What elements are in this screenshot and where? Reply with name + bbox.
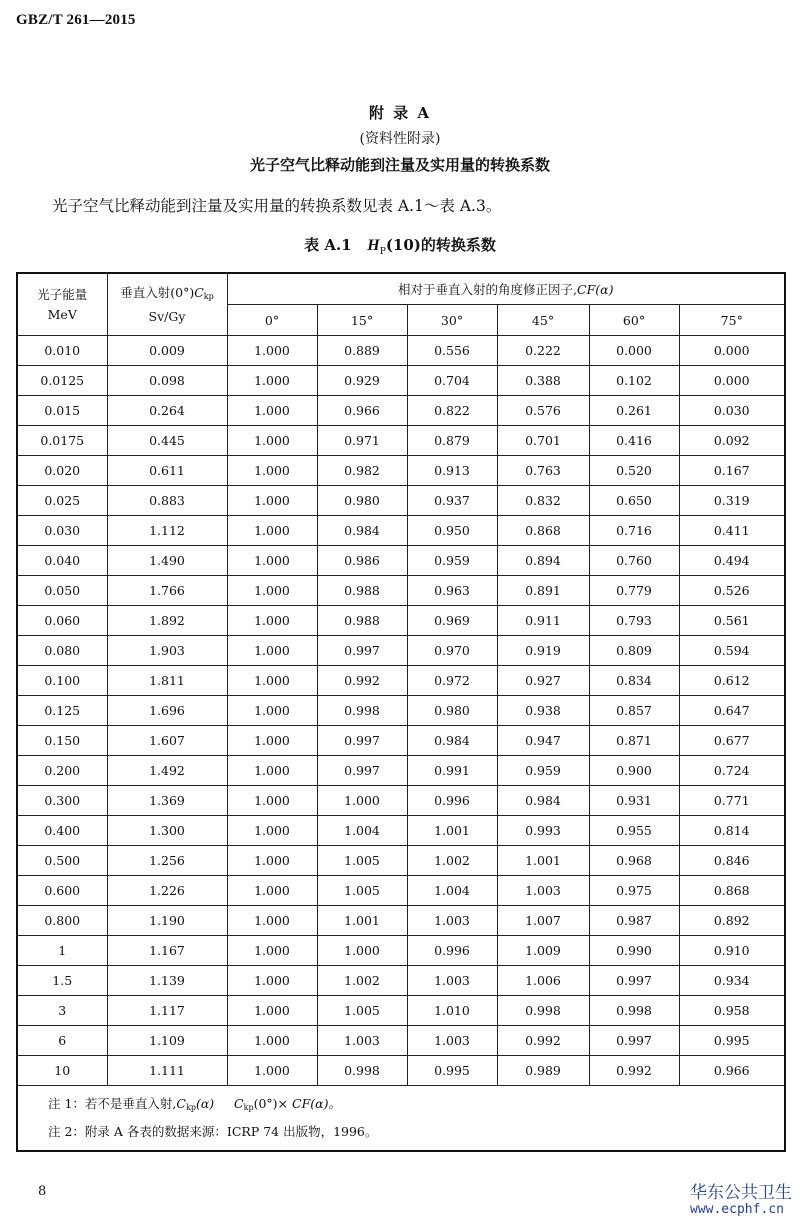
cf-cell: 0.995 — [679, 1026, 785, 1056]
cf-cell: 0.975 — [589, 876, 679, 906]
cf-cell: 1.003 — [407, 966, 497, 996]
cf-cell: 1.000 — [227, 456, 317, 486]
table-row — [17, 846, 785, 876]
cf-cell: 0.992 — [317, 666, 407, 696]
cf-cell: 1.000 — [227, 696, 317, 726]
cf-cell: 0.988 — [317, 606, 407, 636]
cf-cell: 0.222 — [497, 336, 589, 366]
cf-cell: 1.000 — [227, 516, 317, 546]
cf-cell: 0.416 — [589, 426, 679, 456]
cf-cell: 0.724 — [679, 756, 785, 786]
cf-cell: 0.997 — [317, 726, 407, 756]
cf-cell: 0.998 — [589, 996, 679, 1026]
header-angle: 60° — [589, 305, 679, 336]
watermark-url: www.ecphf.cn — [690, 1202, 784, 1217]
cf-cell: 0.892 — [679, 906, 785, 936]
energy-cell: 0.015 — [17, 396, 107, 426]
ckp-cell: 1.490 — [107, 546, 227, 576]
cf-cell: 1.000 — [227, 786, 317, 816]
header-angle: 75° — [679, 305, 785, 336]
header-angle: 30° — [407, 305, 497, 336]
cf-cell: 0.910 — [679, 936, 785, 966]
cf-cell: 0.963 — [407, 576, 497, 606]
ckp-cell: 1.190 — [107, 906, 227, 936]
table-row — [17, 816, 785, 846]
cf-cell: 1.006 — [497, 966, 589, 996]
cf-cell: 1.003 — [407, 1026, 497, 1056]
cf-cell: 0.832 — [497, 486, 589, 516]
energy-cell: 1.5 — [17, 966, 107, 996]
header-energy-unit: MeV — [47, 306, 77, 322]
appendix-type: (资料性附录) — [359, 131, 441, 147]
cf-cell: 1.002 — [317, 966, 407, 996]
ckp-cell: 1.167 — [107, 936, 227, 966]
cf-cell: 0.779 — [589, 576, 679, 606]
energy-cell: 3 — [17, 996, 107, 1026]
conversion-table — [16, 272, 786, 1152]
table-row — [17, 936, 785, 966]
ckp-cell: 1.369 — [107, 786, 227, 816]
table-row — [17, 426, 785, 456]
cf-cell: 0.919 — [497, 636, 589, 666]
energy-cell: 0.150 — [17, 726, 107, 756]
ckp-cell: 1.766 — [107, 576, 227, 606]
table-row — [17, 486, 785, 516]
table-row — [17, 516, 785, 546]
table-caption-symbol: H — [367, 237, 380, 254]
cf-cell: 0.561 — [679, 606, 785, 636]
ckp-cell: 1.112 — [107, 516, 227, 546]
table-row — [17, 696, 785, 726]
page-number: 8 — [38, 1184, 47, 1199]
cf-cell: 1.000 — [227, 336, 317, 366]
cf-cell: 0.997 — [317, 636, 407, 666]
cf-cell: 1.000 — [227, 396, 317, 426]
energy-cell: 0.500 — [17, 846, 107, 876]
cf-cell: 0.167 — [679, 456, 785, 486]
table-row — [17, 1026, 785, 1056]
cf-cell: 0.947 — [497, 726, 589, 756]
cf-cell: 0.894 — [497, 546, 589, 576]
ckp-cell: 1.492 — [107, 756, 227, 786]
cf-cell: 0.970 — [407, 636, 497, 666]
cf-cell: 0.650 — [589, 486, 679, 516]
header-cf-group: 相对于垂直入射的角度修正因子,CF(α) — [227, 273, 785, 305]
cf-cell: 0.988 — [317, 576, 407, 606]
standard-code: GBZ/T 261—2015 — [16, 12, 136, 28]
ckp-cell: 1.117 — [107, 996, 227, 1026]
ckp-cell: 0.445 — [107, 426, 227, 456]
ckp-cell: 1.300 — [107, 816, 227, 846]
cf-cell: 0.982 — [317, 456, 407, 486]
cf-cell: 0.969 — [407, 606, 497, 636]
energy-cell: 0.050 — [17, 576, 107, 606]
ckp-cell: 0.883 — [107, 486, 227, 516]
table-row — [17, 786, 785, 816]
cf-cell: 1.000 — [227, 996, 317, 1026]
note-1: 注 1：若不是垂直入射$,C_{kp}(\alpha)$ $C_{kp}(0^\circ)\times CF(\alpha)$。 — [48, 1096, 341, 1112]
cf-cell: 0.937 — [407, 486, 497, 516]
cf-cell: 0.834 — [589, 666, 679, 696]
ckp-cell: 1.256 — [107, 846, 227, 876]
cf-cell: 0.966 — [679, 1056, 785, 1086]
cf-cell: 1.000 — [227, 876, 317, 906]
cf-cell: 1.000 — [227, 906, 317, 936]
cf-cell: 1.000 — [317, 786, 407, 816]
cf-cell: 0.494 — [679, 546, 785, 576]
cf-cell: 1.000 — [227, 1056, 317, 1086]
ckp-cell: 0.098 — [107, 366, 227, 396]
table-row — [17, 756, 785, 786]
cf-cell: 0.993 — [497, 816, 589, 846]
energy-cell: 1 — [17, 936, 107, 966]
cf-cell: 0.931 — [589, 786, 679, 816]
cf-cell: 0.996 — [407, 786, 497, 816]
table-caption-prefix: 表 A.1 — [304, 236, 352, 254]
cf-cell: 0.677 — [679, 726, 785, 756]
cf-cell: 1.000 — [227, 726, 317, 756]
cf-cell: 1.001 — [407, 816, 497, 846]
table-row — [17, 636, 785, 666]
cf-cell: 0.959 — [407, 546, 497, 576]
cf-cell: 0.998 — [317, 1056, 407, 1086]
cf-cell: 1.000 — [227, 936, 317, 966]
cf-cell: 1.009 — [497, 936, 589, 966]
cf-cell: 0.716 — [589, 516, 679, 546]
cf-cell: 0.992 — [497, 1026, 589, 1056]
header-angle: 0° — [227, 305, 317, 336]
cf-cell: 0.984 — [317, 516, 407, 546]
ckp-cell: 0.611 — [107, 456, 227, 486]
header-angle: 15° — [317, 305, 407, 336]
cf-cell: 0.092 — [679, 426, 785, 456]
cf-cell: 1.004 — [317, 816, 407, 846]
cf-cell: 1.001 — [317, 906, 407, 936]
cf-cell: 1.000 — [227, 486, 317, 516]
energy-cell: 0.010 — [17, 336, 107, 366]
cf-cell: 0.972 — [407, 666, 497, 696]
cf-cell: 0.992 — [589, 1056, 679, 1086]
cf-cell: 0.000 — [679, 366, 785, 396]
cf-cell: 0.998 — [317, 696, 407, 726]
note-2: 注 2：附录 A 各表的数据来源：ICRP 74 出版物，1996。 — [48, 1124, 378, 1139]
cf-cell: 1.000 — [227, 366, 317, 396]
cf-cell: 0.891 — [497, 576, 589, 606]
cf-cell: 0.388 — [497, 366, 589, 396]
header-ckp-unit: Sv/Gy — [148, 308, 186, 324]
cf-cell: 1.001 — [497, 846, 589, 876]
table-row — [17, 966, 785, 996]
appendix-title: 附 录 A — [368, 104, 432, 122]
energy-cell: 0.0125 — [17, 366, 107, 396]
cf-cell: 0.612 — [679, 666, 785, 696]
table-row — [17, 606, 785, 636]
ckp-cell: 1.811 — [107, 666, 227, 696]
cf-cell: 0.929 — [317, 366, 407, 396]
table-notes — [17, 1086, 785, 1152]
table-caption-subscript: P — [379, 247, 386, 257]
energy-cell: 0.100 — [17, 666, 107, 696]
cf-cell: 0.771 — [679, 786, 785, 816]
cf-cell: 0.950 — [407, 516, 497, 546]
energy-cell: 0.080 — [17, 636, 107, 666]
cf-cell: 0.701 — [497, 426, 589, 456]
ckp-cell: 0.009 — [107, 336, 227, 366]
cf-cell: 0.763 — [497, 456, 589, 486]
cf-cell: 0.997 — [589, 1026, 679, 1056]
table-row — [17, 396, 785, 426]
cf-cell: 1.000 — [227, 756, 317, 786]
cf-cell: 0.809 — [589, 636, 679, 666]
cf-cell: 1.002 — [407, 846, 497, 876]
cf-cell: 0.879 — [407, 426, 497, 456]
cf-cell: 1.000 — [227, 426, 317, 456]
cf-cell: 1.000 — [227, 576, 317, 606]
table-row — [17, 876, 785, 906]
cf-cell: 1.005 — [317, 846, 407, 876]
cf-cell: 1.007 — [497, 906, 589, 936]
energy-cell: 10 — [17, 1056, 107, 1086]
cf-cell: 0.871 — [589, 726, 679, 756]
cf-cell: 1.000 — [227, 1026, 317, 1056]
cf-cell: 0.991 — [407, 756, 497, 786]
ckp-cell: 1.696 — [107, 696, 227, 726]
energy-cell: 0.800 — [17, 906, 107, 936]
cf-cell: 0.998 — [497, 996, 589, 1026]
cf-cell: 0.990 — [589, 936, 679, 966]
cf-cell: 0.996 — [407, 936, 497, 966]
cf-cell: 0.984 — [407, 726, 497, 756]
header-angle: 45° — [497, 305, 589, 336]
cf-cell: 1.000 — [227, 816, 317, 846]
cf-cell: 0.319 — [679, 486, 785, 516]
appendix-heading: 光子空气比释动能到注量及实用量的转换系数 — [249, 156, 550, 174]
cf-cell: 0.411 — [679, 516, 785, 546]
cf-cell: 0.889 — [317, 336, 407, 366]
cf-cell: 0.984 — [497, 786, 589, 816]
table-row — [17, 1056, 785, 1086]
intro-paragraph: 光子空气比释动能到注量及实用量的转换系数见表 A.1～表 A.3。 — [52, 197, 502, 215]
cf-cell: 0.913 — [407, 456, 497, 486]
ckp-cell: 1.903 — [107, 636, 227, 666]
table-row — [17, 906, 785, 936]
cf-cell: 0.959 — [497, 756, 589, 786]
energy-cell: 0.060 — [17, 606, 107, 636]
cf-cell: 0.760 — [589, 546, 679, 576]
cf-cell: 0.526 — [679, 576, 785, 606]
header-ckp — [107, 273, 227, 336]
cf-cell: 0.594 — [679, 636, 785, 666]
cf-cell: 1.003 — [317, 1026, 407, 1056]
table-row — [17, 576, 785, 606]
cf-cell: 1.000 — [227, 636, 317, 666]
cf-cell: 0.968 — [589, 846, 679, 876]
cf-cell: 0.520 — [589, 456, 679, 486]
table-row — [17, 726, 785, 756]
cf-cell: 0.927 — [497, 666, 589, 696]
table-row — [17, 456, 785, 486]
cf-cell: 1.000 — [227, 666, 317, 696]
cf-cell: 0.997 — [317, 756, 407, 786]
energy-cell: 0.400 — [17, 816, 107, 846]
ckp-cell: 1.226 — [107, 876, 227, 906]
cf-cell: 0.000 — [679, 336, 785, 366]
cf-cell: 1.000 — [227, 606, 317, 636]
cf-cell: 1.003 — [497, 876, 589, 906]
cf-cell: 0.971 — [317, 426, 407, 456]
cf-cell: 0.997 — [589, 966, 679, 996]
cf-cell: 0.938 — [497, 696, 589, 726]
table-row — [17, 366, 785, 396]
ckp-cell: 1.139 — [107, 966, 227, 996]
ckp-cell: 1.607 — [107, 726, 227, 756]
cf-cell: 0.868 — [679, 876, 785, 906]
cf-cell: 0.980 — [317, 486, 407, 516]
cf-cell: 0.814 — [679, 816, 785, 846]
cf-cell: 1.000 — [227, 546, 317, 576]
cf-cell: 0.647 — [679, 696, 785, 726]
cf-cell: 0.980 — [407, 696, 497, 726]
cf-cell: 1.010 — [407, 996, 497, 1026]
cf-cell: 0.261 — [589, 396, 679, 426]
cf-cell: 0.911 — [497, 606, 589, 636]
ckp-cell: 1.111 — [107, 1056, 227, 1086]
cf-cell: 0.987 — [589, 906, 679, 936]
cf-cell: 0.868 — [497, 516, 589, 546]
cf-cell: 0.576 — [497, 396, 589, 426]
cf-cell: 0.030 — [679, 396, 785, 426]
ckp-cell: 0.264 — [107, 396, 227, 426]
cf-cell: 1.000 — [317, 936, 407, 966]
cf-cell: 0.995 — [407, 1056, 497, 1086]
energy-cell: 0.030 — [17, 516, 107, 546]
energy-cell: 0.600 — [17, 876, 107, 906]
cf-cell: 0.966 — [317, 396, 407, 426]
cf-cell: 0.000 — [589, 336, 679, 366]
cf-cell: 0.900 — [589, 756, 679, 786]
cf-cell: 1.005 — [317, 876, 407, 906]
cf-cell: 0.846 — [679, 846, 785, 876]
cf-cell: 1.000 — [227, 966, 317, 996]
table-row — [17, 336, 785, 366]
cf-cell: 0.989 — [497, 1056, 589, 1086]
cf-cell: 0.556 — [407, 336, 497, 366]
cf-cell: 0.955 — [589, 816, 679, 846]
cf-cell: 0.934 — [679, 966, 785, 996]
header-energy — [17, 273, 107, 336]
cf-cell: 1.005 — [317, 996, 407, 1026]
table-caption-suffix: (10)的转换系数 — [385, 236, 496, 254]
table-row — [17, 546, 785, 576]
ckp-cell: 1.892 — [107, 606, 227, 636]
cf-cell: 0.793 — [589, 606, 679, 636]
energy-cell: 6 — [17, 1026, 107, 1056]
energy-cell: 0.125 — [17, 696, 107, 726]
cf-cell: 1.000 — [227, 846, 317, 876]
header-ckp-line1: 垂直入射$(0^\circ)C_{kp}$ — [120, 284, 214, 301]
cf-cell: 0.704 — [407, 366, 497, 396]
energy-cell: 0.025 — [17, 486, 107, 516]
cf-cell: 0.857 — [589, 696, 679, 726]
table-row — [17, 996, 785, 1026]
header-energy-label: 光子能量 — [37, 286, 88, 302]
energy-cell: 0.300 — [17, 786, 107, 816]
table-row — [17, 666, 785, 696]
cf-cell: 0.822 — [407, 396, 497, 426]
cf-cell: 1.004 — [407, 876, 497, 906]
watermark-name: 华东公共卫生 — [690, 1183, 792, 1203]
cf-cell: 0.958 — [679, 996, 785, 1026]
cf-cell: 0.986 — [317, 546, 407, 576]
energy-cell: 0.040 — [17, 546, 107, 576]
cf-cell: 0.102 — [589, 366, 679, 396]
ckp-cell: 1.109 — [107, 1026, 227, 1056]
energy-cell: 0.200 — [17, 756, 107, 786]
energy-cell: 0.020 — [17, 456, 107, 486]
cf-cell: 1.003 — [407, 906, 497, 936]
table-caption — [0, 234, 800, 257]
energy-cell: 0.0175 — [17, 426, 107, 456]
